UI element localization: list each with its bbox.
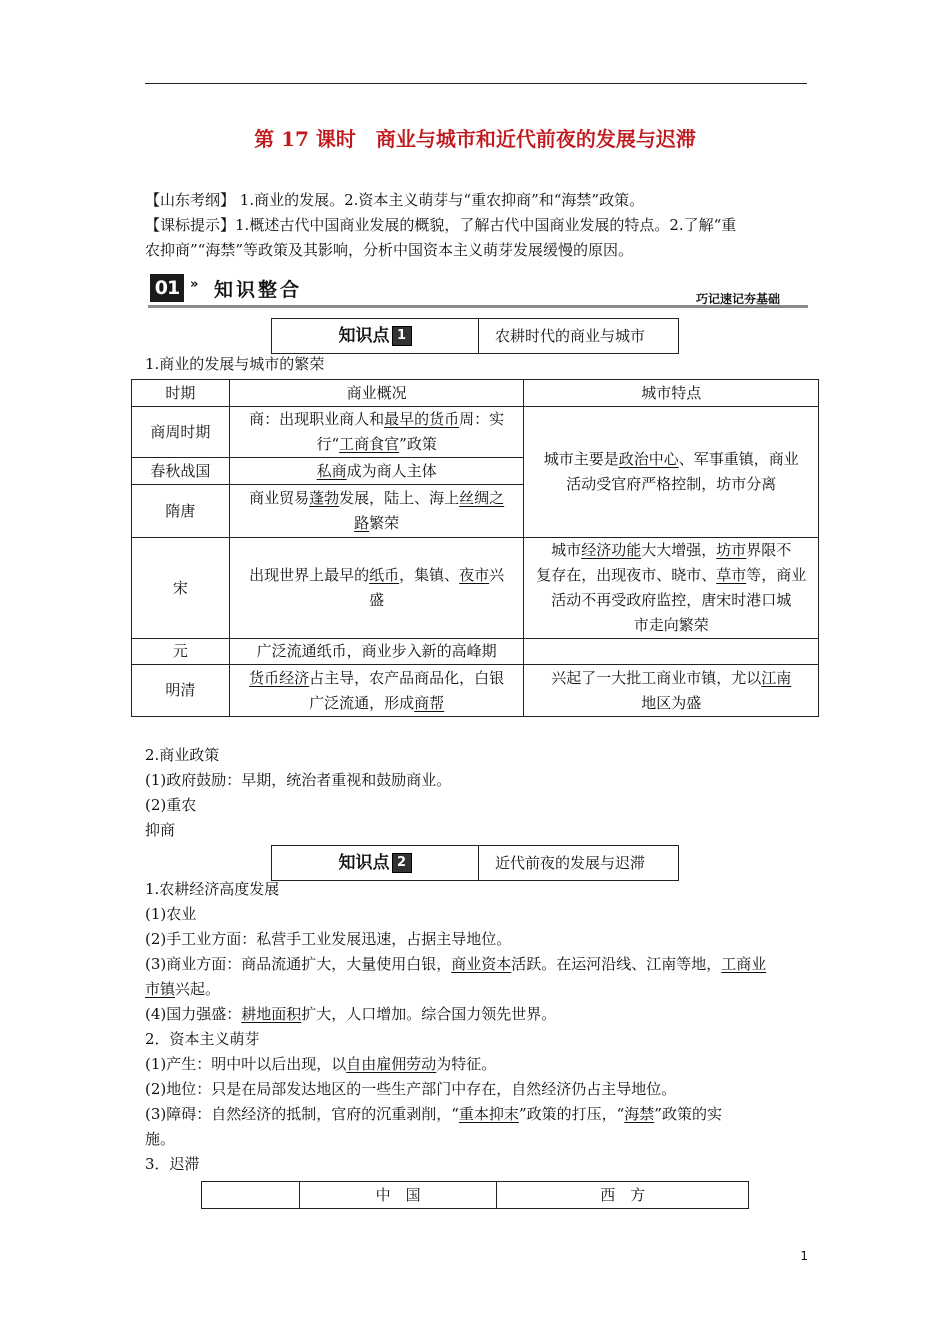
section-heading-5: 3．迟滞: [145, 1155, 200, 1173]
top-rule: [145, 83, 807, 84]
text-line: 市镇兴起。: [145, 980, 221, 998]
city-feature-cell: 城市主要是政治中心、军事重镇，商业 活动受官府严格控制，坊市分离: [524, 407, 819, 538]
section-number: 01: [150, 274, 184, 302]
table-row: 宋 出现世界上最早的纸币，集镇、夜市兴 盛 城市经济功能大大增强，坊市界限不 复存在，出现夜市、晓市、草市等，商业 活动不再受政府监控，唐宋时港口城 市走向繁荣: [132, 538, 819, 639]
number-badge: 1: [392, 326, 412, 346]
text-line: (4)国力强盛：耕地面积扩大，人口增加。综合国力领先世界。: [145, 1005, 557, 1023]
policy-line: (2)重农: [145, 796, 197, 814]
text-line: (1)农业: [145, 905, 197, 923]
tishi-line-2: 农抑商”“海禁”等政策及其影响，分析中国资本主义萌芽发展缓慢的原因。: [145, 241, 634, 259]
table-row: 商周时期 商：出现职业商人和最早的货币周：实 行“工商食官”政策 城市主要是政治中心、军事重镇，商业 活动受官府严格控制，坊市分离: [132, 407, 819, 458]
text-line: 施。: [145, 1130, 176, 1148]
section-name: 知识整合: [214, 279, 303, 301]
text-line: (2)手工业方面：私营手工业发展迅速，占据主导地位。: [145, 930, 512, 948]
text-line: (2)地位：只是在局部发达地区的一些生产部门中存在，自然经济仍占主导地位。: [145, 1080, 677, 1098]
number-badge: 2: [392, 853, 412, 873]
section-heading-3: 1.农耕经济高度发展: [145, 880, 280, 898]
tishi-line: 【课标提示】1.概述古代中国商业发展的概貌，了解古代中国商业发展的特点。2.了解“重: [145, 216, 737, 234]
section-heading-4: 2．资本主义萌芽: [145, 1030, 260, 1048]
table-row: 隋唐 商业贸易蓬勃发展，陆上、海上丝绸之 路繁荣: [132, 485, 819, 538]
table-row: 元 广泛流通纸币，商业步入新的高峰期: [132, 639, 819, 665]
section-heading-2: 2.商业政策: [145, 746, 220, 764]
comparison-table: [201, 1181, 749, 1209]
kaogang-line: 【山东考纲】 1.商业的发展。2.资本主义萌芽与“重农抑商”和“海禁”政策。: [145, 191, 645, 209]
text-line: (3)障碍：自然经济的抵制，官府的沉重剥削，“重本抑末”政策的打压，“海禁”政策的实: [145, 1105, 722, 1123]
policy-line: (1)政府鼓励：早期，统治者重视和鼓励商业。: [145, 771, 452, 789]
knowledge-point-2: 知识点 2 近代前夜的发展与迟滞: [271, 845, 679, 881]
table-header-row: 中 国 西 方: [202, 1182, 749, 1209]
knowledge-point-1: 知识点 1 农耕时代的商业与城市: [271, 318, 679, 354]
text-line: (3)商业方面：商品流通扩大，大量使用白银，商业资本活跃。在运河沿线、江南等地，工商业: [145, 955, 767, 973]
table-row: 春秋战国 私商成为商人主体: [132, 458, 819, 485]
chevron-icon: »: [190, 277, 199, 292]
section-subtitle: 巧记速记夯基础: [695, 292, 780, 306]
policy-line: 抑商: [145, 821, 176, 839]
commerce-table: [131, 379, 819, 717]
page-title: 第 17 课时 商业与城市和近代前夜的发展与迟滞: [254, 127, 696, 151]
banner-underline: [148, 305, 808, 308]
table-row: 明清 货币经济占主导，农产品商品化，白银 广泛流通，形成商帮 兴起了一大批工商业市镇，尤以江南 地区为盛: [132, 665, 819, 717]
section-heading-1: 1.商业的发展与城市的繁荣: [145, 355, 325, 373]
table-header-row: 时期 商业概况 城市特点: [132, 380, 819, 407]
text-line: (1)产生：明中叶以后出现，以自由雇佣劳动为特征。: [145, 1055, 497, 1073]
section-banner: [148, 272, 808, 308]
page-number: 1: [800, 1249, 808, 1263]
